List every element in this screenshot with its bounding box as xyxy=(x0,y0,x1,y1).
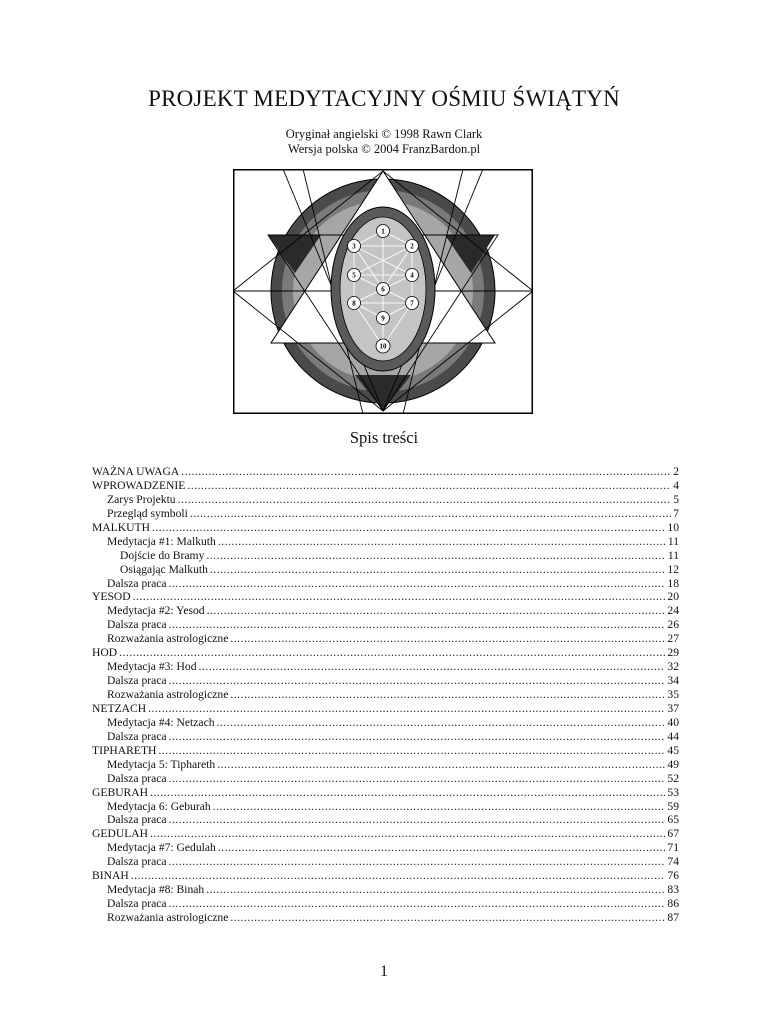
sephira-label: 7 xyxy=(410,299,414,308)
toc-dot-leader xyxy=(207,604,666,618)
toc-dot-leader xyxy=(169,674,666,688)
toc-entry-page: 37 xyxy=(667,701,679,715)
toc-dot-leader xyxy=(169,618,666,632)
sephira-label: 9 xyxy=(381,314,385,323)
toc-entry-page: 24 xyxy=(667,604,679,618)
toc-entry-page: 87 xyxy=(667,911,679,924)
sephira-label: 3 xyxy=(352,242,356,251)
toc-entry-page: 12 xyxy=(667,562,679,576)
toc-entry[interactable] xyxy=(92,897,679,911)
toc-entry-title: Rozważania astrologiczne xyxy=(107,632,229,646)
toc-dot-leader xyxy=(230,632,665,646)
toc-entry-title: Rozważania astrologiczne xyxy=(107,688,229,701)
toc-entry-page: 29 xyxy=(667,646,679,660)
toc-entry-page: 86 xyxy=(667,897,679,911)
page-number: 1 xyxy=(380,963,388,980)
toc-entry-page: 74 xyxy=(667,855,679,869)
toc-entry-title: NETZACH xyxy=(92,701,147,715)
toc-entry-page: 53 xyxy=(667,785,679,799)
toc-entry-page: 49 xyxy=(667,757,679,771)
toc-entry-title: Medytacja 6: Geburah xyxy=(107,799,211,813)
toc-entry[interactable] xyxy=(92,465,679,479)
toc-entry[interactable] xyxy=(92,813,679,827)
toc-entry[interactable] xyxy=(92,590,679,604)
toc-entry[interactable] xyxy=(92,549,679,563)
toc-entry-page: 35 xyxy=(667,688,679,701)
toc-entry[interactable] xyxy=(92,827,679,841)
toc-entry[interactable] xyxy=(92,800,679,814)
toc-dot-leader xyxy=(178,493,672,507)
toc-entry-title: GEDULAH xyxy=(92,827,149,841)
toc-entry-title: GEBURAH xyxy=(92,785,149,799)
toc-entry[interactable] xyxy=(92,730,679,744)
toc-entry-title: Medytacja #8: Binah xyxy=(107,883,205,897)
toc-entry[interactable] xyxy=(92,493,679,507)
toc-entry[interactable] xyxy=(92,632,679,646)
tree-of-life-emblem-icon xyxy=(233,169,533,414)
toc-entry-page: 65 xyxy=(667,813,679,827)
toc-dot-leader xyxy=(206,883,665,897)
sephira-label: 10 xyxy=(379,342,387,351)
toc-entry-page: 7 xyxy=(673,506,679,520)
toc-entry-page: 2 xyxy=(673,465,679,478)
toc-dot-leader xyxy=(169,772,666,786)
toc-dot-leader xyxy=(218,841,666,855)
toc-dot-leader xyxy=(133,590,666,604)
toc-entry-title: WPROWADZENIE xyxy=(92,478,186,492)
toc-dot-leader xyxy=(230,911,665,925)
toc-entry-title: Dalsza praca xyxy=(107,729,167,743)
toc-entry[interactable] xyxy=(92,855,679,869)
toc-dot-leader xyxy=(169,897,666,911)
toc-dot-leader xyxy=(218,535,666,549)
toc-entry[interactable] xyxy=(92,758,679,772)
toc-entry-page: 10 xyxy=(667,520,679,534)
sephira-label: 5 xyxy=(352,271,356,280)
toc-dot-leader xyxy=(169,577,666,591)
toc-entry[interactable] xyxy=(92,702,679,716)
toc-entry-title: Medytacja 5: Tiphareth xyxy=(107,757,216,771)
toc-entry-page: 26 xyxy=(667,618,679,632)
toc-dot-leader xyxy=(119,646,665,660)
toc-dot-leader xyxy=(169,730,666,744)
toc-entry[interactable] xyxy=(92,535,679,549)
toc-entry-page: 59 xyxy=(667,799,679,813)
toc-entry-title: TIPHARETH xyxy=(92,743,157,757)
toc-entry-title: Rozważania astrologiczne xyxy=(107,911,229,924)
toc-dot-leader xyxy=(150,786,665,800)
toc-dot-leader xyxy=(217,716,666,730)
toc-entry-title: Dojście do Bramy xyxy=(120,548,205,562)
toc-entry-page: 76 xyxy=(667,869,679,883)
toc-dot-leader xyxy=(230,688,665,702)
toc-entry[interactable] xyxy=(92,744,679,758)
toc-entry-page: 27 xyxy=(667,632,679,646)
toc-entry-page: 20 xyxy=(667,590,679,604)
toc-entry[interactable] xyxy=(92,660,679,674)
toc-entry-title: MALKUTH xyxy=(92,520,150,534)
toc-entry[interactable] xyxy=(92,716,679,730)
toc-entry[interactable] xyxy=(92,507,679,521)
credit-translation: Wersja polska © 2004 FranzBardon.pl xyxy=(287,142,481,156)
toc-entry-title: Dalsza praca xyxy=(107,897,167,911)
credit-original: Oryginał angielski © 1998 Rawn Clark xyxy=(285,127,483,141)
document-title: PROJEKT MEDYTACYJNY OŚMIU ŚWIĄTYŃ xyxy=(148,86,620,111)
toc-heading: Spis treści xyxy=(349,428,419,447)
toc-entry-page: 5 xyxy=(673,492,679,506)
toc-dot-leader xyxy=(131,869,666,883)
toc-dot-leader xyxy=(190,507,671,521)
toc-dot-leader xyxy=(213,800,666,814)
toc-entry-page: 18 xyxy=(667,576,679,590)
toc-entry-page: 11 xyxy=(667,534,679,548)
toc-entry-title: Medytacja #7: Gedulah xyxy=(107,841,216,855)
toc-entry[interactable] xyxy=(92,786,679,800)
toc-entry-title: Dalsza praca xyxy=(107,813,167,827)
toc-entry[interactable] xyxy=(92,521,679,535)
toc-entry-title: Przegląd symboli xyxy=(107,506,188,520)
toc-entry-title: BINAH xyxy=(92,869,129,883)
toc-dot-leader xyxy=(206,549,665,563)
toc-entry[interactable] xyxy=(92,772,679,786)
sephira-label: 2 xyxy=(410,242,414,251)
toc-dot-leader xyxy=(181,465,671,479)
table-of-contents xyxy=(92,465,679,925)
toc-entry[interactable] xyxy=(92,577,679,591)
credits-block xyxy=(0,127,768,157)
toc-entry-page: 4 xyxy=(673,478,679,492)
toc-entry[interactable] xyxy=(92,869,679,883)
toc-entry[interactable] xyxy=(92,604,679,618)
toc-dot-leader xyxy=(187,479,671,493)
toc-entry-page: 71 xyxy=(667,841,679,855)
toc-entry-title: Medytacja #3: Hod xyxy=(107,660,197,674)
toc-dot-leader xyxy=(158,744,665,758)
toc-dot-leader xyxy=(150,827,665,841)
toc-dot-leader xyxy=(199,660,666,674)
toc-entry[interactable] xyxy=(92,688,679,702)
toc-entry-title: Medytacja #1: Malkuth xyxy=(107,534,216,548)
toc-entry[interactable] xyxy=(92,618,679,632)
toc-entry-title: Dalsza praca xyxy=(107,674,167,688)
toc-entry-title: Medytacja #2: Yesod xyxy=(107,604,205,618)
toc-entry-title: Dalsza praca xyxy=(107,576,167,590)
toc-entry-page: 44 xyxy=(667,729,679,743)
toc-entry-page: 83 xyxy=(667,883,679,897)
toc-entry-title: Dalsza praca xyxy=(107,618,167,632)
toc-entry-title: HOD xyxy=(92,646,118,660)
toc-entry-title: Dalsza praca xyxy=(107,771,167,785)
toc-entry[interactable] xyxy=(92,883,679,897)
toc-entry-page: 32 xyxy=(667,660,679,674)
toc-entry[interactable] xyxy=(92,563,679,577)
toc-entry[interactable] xyxy=(92,646,679,660)
toc-dot-leader xyxy=(148,702,665,716)
toc-entry-page: 67 xyxy=(667,827,679,841)
toc-entry[interactable] xyxy=(92,911,679,925)
toc-entry[interactable] xyxy=(92,479,679,493)
toc-dot-leader xyxy=(210,563,666,577)
sephira-label: 1 xyxy=(381,227,385,236)
toc-entry-page: 45 xyxy=(667,743,679,757)
toc-entry-title: WAŻNA UWAGA xyxy=(92,465,180,478)
toc-entry[interactable] xyxy=(92,841,679,855)
toc-entry-title: Zarys Projektu xyxy=(107,492,176,506)
toc-entry-title: Dalsza praca xyxy=(107,855,167,869)
toc-entry-title: YESOD xyxy=(92,590,131,604)
toc-entry-page: 34 xyxy=(667,674,679,688)
sephira-label: 6 xyxy=(381,285,385,294)
toc-dot-leader xyxy=(152,521,665,535)
toc-entry-page: 40 xyxy=(667,715,679,729)
toc-dot-leader xyxy=(169,813,666,827)
toc-entry[interactable] xyxy=(92,674,679,688)
sephira-label: 8 xyxy=(352,299,356,308)
toc-dot-leader xyxy=(217,758,665,772)
sephira-label: 4 xyxy=(410,271,414,280)
toc-entry-page: 11 xyxy=(667,548,679,562)
toc-entry-page: 52 xyxy=(667,771,679,785)
toc-entry-title: Osiągając Malkuth xyxy=(120,562,208,576)
toc-entry-title: Medytacja #4: Netzach xyxy=(107,715,215,729)
toc-dot-leader xyxy=(169,855,666,869)
